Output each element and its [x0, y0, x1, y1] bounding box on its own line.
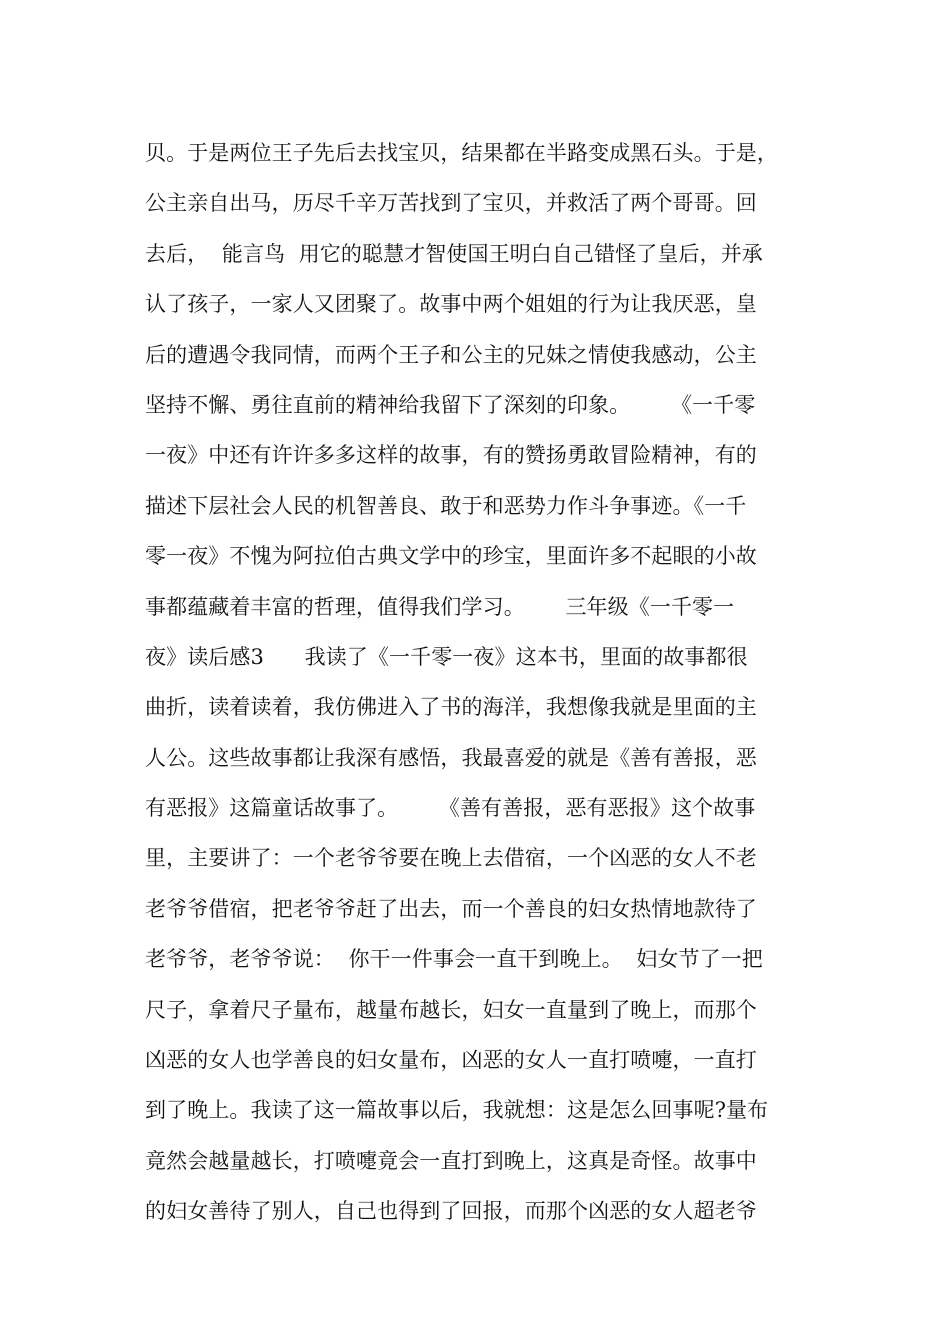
text-line: 有恶报》这篇童话故事了。 《善有善报，恶有恶报》这个故事	[145, 796, 756, 821]
text-line: 后的遭遇令我同情，而两个王子和公主的兄妹之情使我感动，公主	[145, 342, 757, 367]
text-line: 里，主要讲了：一个老爷爷要在晚上去借宿，一个凶恶的女人不老	[145, 846, 757, 871]
text-line: 人公。这些故事都让我深有感悟，我最喜爱的就是《善有善报，恶	[145, 745, 757, 770]
text-line: 坚持不懈、勇往直前的精神给我留下了深刻的印象。 《一千零	[145, 392, 756, 417]
text-line: 一夜》中还有许许多多这样的故事，有的赞扬勇敢冒险精神，有的	[145, 443, 757, 468]
body-text	[145, 128, 815, 1237]
text-line: 老爷爷借宿，把老爷爷赶了出去，而一个善良的妇女热情地款待了	[145, 896, 757, 921]
text-line: 竟然会越量越长，打喷嚏竟会一直打到晚上，这真是奇怪。故事中	[145, 1148, 757, 1173]
text-line: 事都蕴藏着丰富的哲理，值得我们学习。 三年级《一千零一	[145, 594, 735, 619]
text-line: 认了孩子，一家人又团聚了。故事中两个姐姐的行为让我厌恶，皇	[145, 292, 757, 317]
text-line: 贝。于是两位王子先后去找宝贝，结果都在半路变成黑石头。于是，	[145, 141, 778, 165]
text-line: 凶恶的女人也学善良的妇女量布，凶恶的女人一直打喷嚏，一直打	[145, 1048, 757, 1073]
text-line: 公主亲自出马，历尽千辛万苦找到了宝贝，并救活了两个哥哥。回	[145, 191, 757, 216]
text-line: 夜》读后感3 我读了《一千零一夜》这本书，里面的故事都很	[145, 644, 748, 669]
text-line: 去后， 能言鸟 用它的聪慧才智使国王明白自己错怪了皇后，并承	[145, 241, 763, 266]
text-line: 描述下层社会人民的机智善良、敢于和恶势力作斗争事迹。《一千	[145, 493, 747, 518]
text-line: 的妇女善待了别人，自己也得到了回报，而那个凶恶的女人超老爷	[145, 1199, 757, 1224]
text-line: 老爷爷，老爷爷说： 你干一件事会一直干到晚上。 妇女节了一把	[145, 947, 763, 972]
text-line: 尺子，拿着尺子量布，越量布越长，妇女一直量到了晚上，而那个	[145, 997, 757, 1022]
text-line: 曲折，读着读着，我仿佛进入了书的海洋，我想像我就是里面的主	[145, 695, 757, 720]
text-line: 零一夜》不愧为阿拉伯古典文学中的珍宝，里面许多不起眼的小故	[145, 544, 757, 569]
text-line: 到了晚上。我读了这一篇故事以后，我就想：这是怎么回事呢?量布	[145, 1098, 769, 1123]
